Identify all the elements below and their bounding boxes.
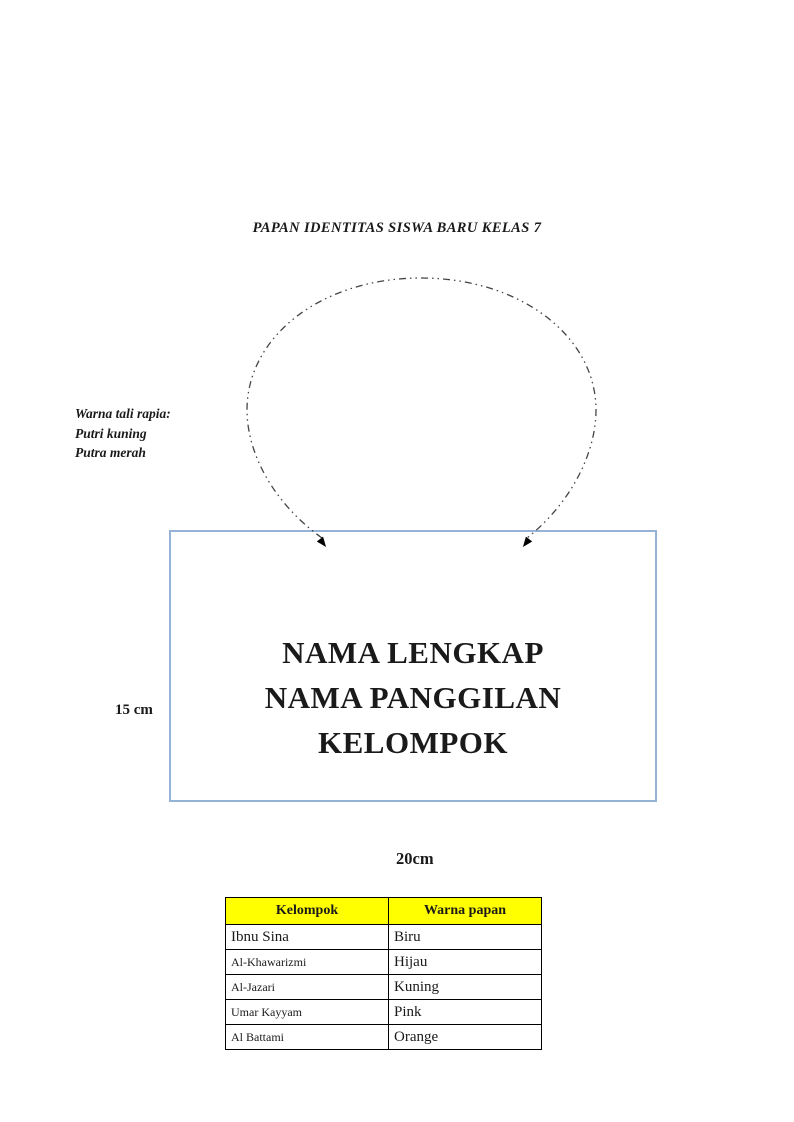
board-color-cell: Biru xyxy=(389,925,542,950)
name-board xyxy=(169,530,657,802)
board-color-cell: Kuning xyxy=(389,975,542,1000)
table-header-row xyxy=(226,898,542,925)
group-name-cell: Al-Khawarizmi xyxy=(226,950,389,975)
board-color-cell: Hijau xyxy=(389,950,542,975)
note-line: Putri kuning xyxy=(75,425,147,441)
table-header-kelompok: Kelompok xyxy=(226,898,389,925)
board-text-line: NAMA LENGKAP xyxy=(282,635,544,670)
table-header-warna-papan: Warna papan xyxy=(389,898,542,925)
board-height-label: 15 cm xyxy=(115,702,153,718)
board-width-label: 20cm xyxy=(396,849,434,868)
board-color-cell: Orange xyxy=(389,1025,542,1050)
group-name-cell: Al-Jazari xyxy=(226,975,389,1000)
group-name-cell: Umar Kayyam xyxy=(226,1000,389,1025)
table-row xyxy=(226,950,542,975)
page-title: PAPAN IDENTITAS SISWA BARU KELAS 7 xyxy=(252,220,542,236)
board-text xyxy=(171,532,655,765)
note-line: Putra merah xyxy=(75,445,146,460)
table-row xyxy=(226,925,542,950)
board-text-line: KELOMPOK xyxy=(318,725,508,760)
table-row xyxy=(226,975,542,1000)
note-line: Warna tali rapia: xyxy=(75,406,171,421)
group-name-cell: Ibnu Sina xyxy=(226,925,389,950)
rope-color-note xyxy=(75,404,171,463)
board-text-line: NAMA PANGGILAN xyxy=(264,680,562,715)
group-name-cell: Al Battami xyxy=(226,1025,389,1050)
group-color-table xyxy=(225,897,542,1050)
hanging-string xyxy=(247,278,596,538)
table-row xyxy=(226,1025,542,1050)
board-color-cell: Pink xyxy=(389,1000,542,1025)
table-row xyxy=(226,1000,542,1025)
